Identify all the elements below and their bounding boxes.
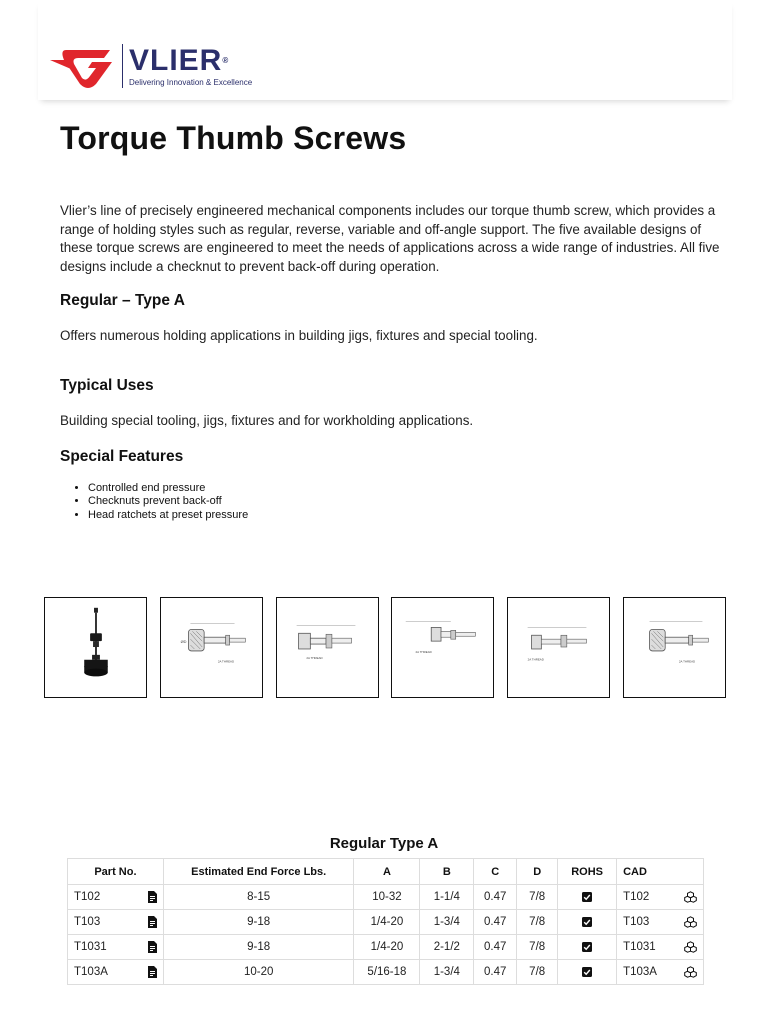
rohs-cell — [558, 960, 617, 985]
dim-c-cell: 0.47 — [474, 910, 517, 935]
cad-model-icon[interactable] — [684, 891, 697, 903]
column-header: A — [354, 859, 420, 885]
rohs-check-icon — [582, 892, 592, 902]
cad-part-number[interactable]: T103A — [623, 966, 657, 978]
gallery-thumb-drawing[interactable] — [507, 597, 610, 698]
pdf-document-icon[interactable] — [148, 916, 157, 928]
table-header-row — [68, 859, 704, 885]
brand-name: VLIER — [129, 43, 223, 77]
table-row — [68, 910, 704, 935]
column-header: Estimated End Force Lbs. — [163, 859, 354, 885]
pdf-document-icon[interactable] — [148, 941, 157, 953]
dim-b-cell: 2-1/2 — [420, 935, 474, 960]
feature-item: • Checknuts prevent back-off — [88, 495, 248, 508]
rohs-cell — [558, 910, 617, 935]
type-description: Offers numerous holding applications in building jigs, fixtures and special tooling. — [60, 328, 538, 343]
gallery-thumb-drawing[interactable] — [391, 597, 494, 698]
cad-part-number[interactable]: T102 — [623, 891, 650, 903]
cad-model-icon[interactable] — [684, 916, 697, 928]
part-number-cell — [68, 910, 164, 935]
cad-cell — [617, 935, 704, 960]
cad-cell — [617, 910, 704, 935]
uses-heading: Typical Uses — [60, 377, 154, 394]
vlier-logo-mark-icon — [48, 42, 118, 90]
cad-cell — [617, 960, 704, 985]
cad-model-icon[interactable] — [684, 941, 697, 953]
column-header: Part No. — [68, 859, 164, 885]
table-row — [68, 960, 704, 985]
drawing-icon — [508, 598, 609, 697]
drawing-icon — [161, 598, 262, 697]
cad-part-number[interactable]: T103 — [623, 916, 650, 928]
part-number[interactable]: T102 — [74, 891, 101, 903]
type-heading: Regular – Type A — [60, 292, 185, 309]
gallery-thumb-drawing[interactable] — [160, 597, 263, 698]
dim-b-cell: 1-3/4 — [420, 960, 474, 985]
svg-text:2A THREAD: 2A THREAD — [217, 659, 235, 664]
end-force-cell: 9-18 — [163, 935, 354, 960]
pdf-document-icon[interactable] — [148, 891, 157, 903]
drawing-icon — [392, 598, 493, 697]
table-row — [68, 935, 704, 960]
column-header: C — [474, 859, 517, 885]
end-force-cell: 9-18 — [163, 910, 354, 935]
table-title: Regular Type A — [329, 835, 439, 852]
site-header — [38, 0, 732, 100]
part-number-cell — [68, 935, 164, 960]
feature-item: • Controlled end pressure — [88, 482, 248, 495]
dim-d-cell: 7/8 — [517, 910, 558, 935]
svg-text:2A THREAD: 2A THREAD — [678, 659, 696, 664]
end-force-cell: 8-15 — [163, 885, 354, 910]
product-photo-icon — [45, 598, 146, 697]
rohs-check-icon — [582, 917, 592, 927]
column-header: B — [420, 859, 474, 885]
svg-text:2A THREAD: 2A THREAD — [306, 655, 323, 660]
drawing-icon — [624, 598, 725, 697]
part-number[interactable]: T103A — [74, 966, 108, 978]
dim-b-cell: 1-3/4 — [420, 910, 474, 935]
dim-a-cell: 5/16-18 — [354, 960, 420, 985]
part-number[interactable]: T1031 — [74, 941, 107, 953]
column-header: CAD — [617, 859, 704, 885]
drawing-icon — [277, 598, 378, 697]
vlier-logo[interactable] — [48, 42, 252, 90]
features-list — [88, 482, 248, 522]
dim-c-cell: 0.47 — [474, 960, 517, 985]
svg-text:2A THREAD: 2A THREAD — [415, 649, 432, 654]
cad-model-icon[interactable] — [684, 966, 697, 978]
svg-text:ØD: ØD — [180, 639, 187, 645]
dim-a-cell: 10-32 — [354, 885, 420, 910]
table-row — [68, 885, 704, 910]
rohs-check-icon — [582, 967, 592, 977]
dim-b-cell: 1-1/4 — [420, 885, 474, 910]
brand-tagline: Delivering Innovation & Excellence — [129, 77, 253, 87]
column-header: ROHS — [558, 859, 617, 885]
dim-d-cell: 7/8 — [517, 885, 558, 910]
rohs-cell — [558, 885, 617, 910]
dim-c-cell: 0.47 — [474, 935, 517, 960]
features-heading: Special Features — [60, 448, 184, 465]
logo-text — [129, 43, 253, 87]
uses-description: Building special tooling, jigs, fixtures and for workholding applications. — [60, 413, 474, 428]
cad-cell — [617, 885, 704, 910]
dim-c-cell: 0.47 — [474, 885, 517, 910]
part-number-cell — [68, 960, 164, 985]
logo-divider — [122, 44, 123, 88]
gallery-thumb-drawing[interactable] — [623, 597, 726, 698]
gallery-thumb-photo[interactable] — [44, 597, 147, 698]
rohs-check-icon — [582, 942, 592, 952]
product-image-gallery — [44, 597, 726, 698]
svg-text:2A THREAD: 2A THREAD — [527, 657, 544, 662]
dim-d-cell: 7/8 — [517, 935, 558, 960]
feature-item: • Head ratchets at preset pressure — [88, 509, 248, 522]
column-header: D — [517, 859, 558, 885]
dim-a-cell: 1/4-20 — [354, 910, 420, 935]
end-force-cell: 10-20 — [163, 960, 354, 985]
pdf-document-icon[interactable] — [148, 966, 157, 978]
part-number[interactable]: T103 — [74, 916, 101, 928]
dim-a-cell: 1/4-20 — [354, 935, 420, 960]
registered-mark: ® — [222, 55, 230, 65]
gallery-thumb-drawing[interactable] — [276, 597, 379, 698]
intro-paragraph: Vlier’s line of precisely engineered mechanical components includes our torque thumb screw, which provides a range of holding styles such as regular, reverse, variable and off-angle support. The five available designs of these torque screws are engineered to meet the needs of applications across a wide range of industries. All five designs include a checknut to prevent back-off during operation. — [60, 203, 720, 274]
part-number-cell — [68, 885, 164, 910]
rohs-cell — [558, 935, 617, 960]
cad-part-number[interactable]: T1031 — [623, 941, 656, 953]
dim-d-cell: 7/8 — [517, 960, 558, 985]
page-title: Torque Thumb Screws — [60, 120, 407, 156]
specifications-table — [67, 858, 704, 985]
